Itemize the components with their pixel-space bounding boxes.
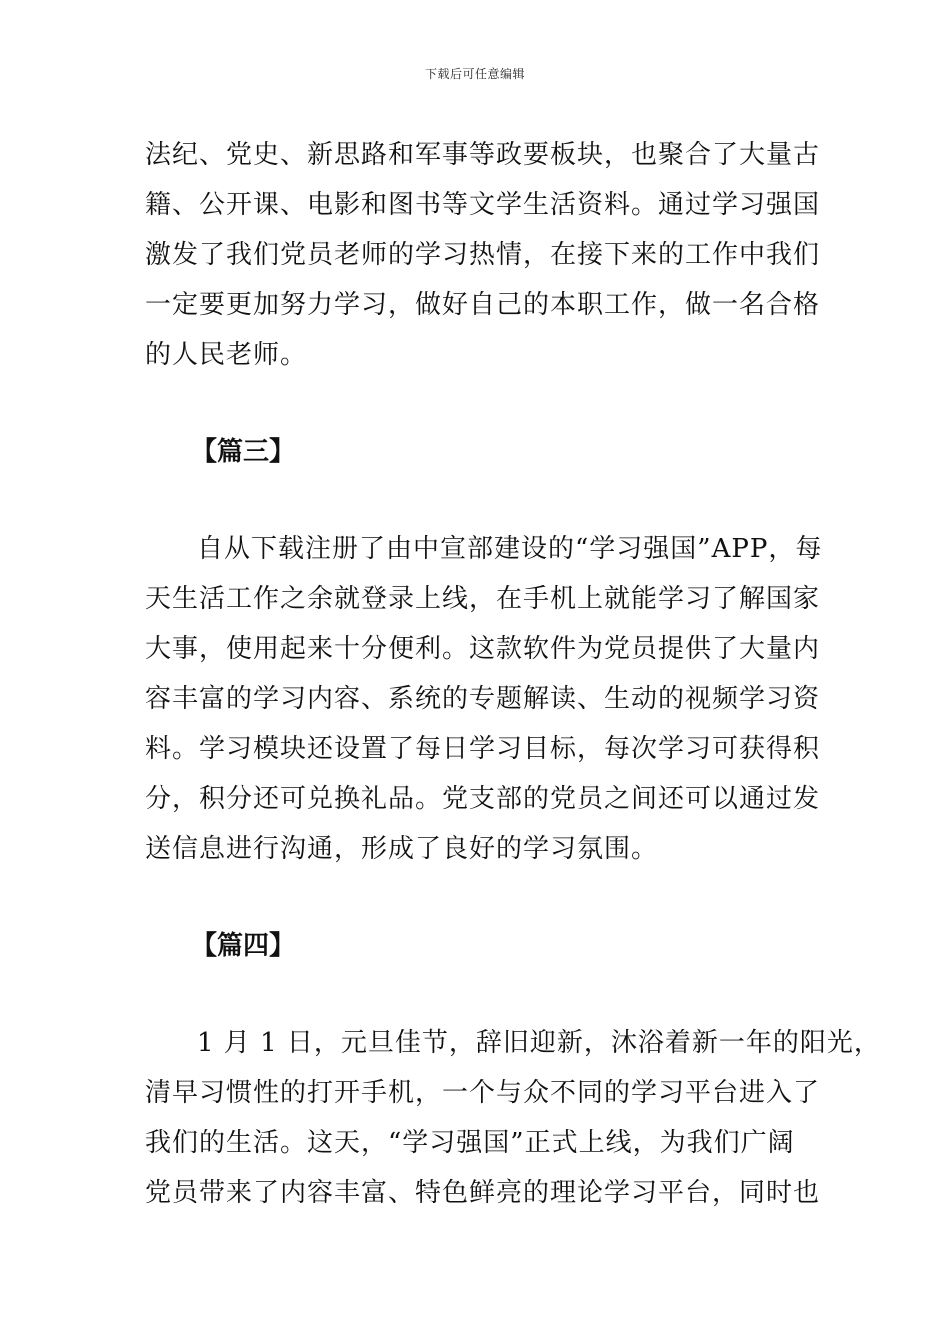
text-line: 一定要更加努力学习，做好自己的本职工作，做一名合格	[145, 290, 821, 320]
text-line: 天生活工作之余就登录上线，在手机上就能学习了解国家	[145, 584, 821, 614]
paragraph-section-3	[145, 524, 830, 874]
text-line: 清早习惯性的打开手机，一个与众不同的学习平台进入了	[145, 1078, 821, 1108]
text-line: 容丰富的学习内容、系统的专题解读、生动的视频学习资	[145, 684, 821, 714]
text-line: 大事，使用起来十分便利。这款软件为党员提供了大量内	[145, 634, 821, 664]
section-heading-3: 【篇三】	[191, 437, 296, 467]
text-line: 1 月 1 日，元旦佳节，辞旧迎新，沐浴着新一年的阳光，	[197, 1028, 881, 1058]
paragraph-section-4	[145, 1018, 881, 1218]
section-heading-4: 【篇四】	[191, 931, 296, 961]
text-line: 的人民老师。	[145, 340, 308, 370]
text-line: 我们的生活。这天，“学习强国”正式上线，为我们广阔	[145, 1128, 795, 1158]
spacer	[145, 971, 830, 1018]
text-line: 激发了我们党员老师的学习热情，在接下来的工作中我们	[145, 240, 821, 270]
spacer	[145, 874, 830, 921]
spacer	[145, 477, 830, 524]
text-line: 自从下载注册了由中宣部建设的“学习强国”APP，每	[197, 534, 823, 564]
text-line: 法纪、党史、新思路和军事等政要板块，也聚合了大量古	[145, 140, 821, 170]
text-line: 分，积分还可兑换礼品。党支部的党员之间还可以通过发	[145, 784, 821, 814]
header-note: 下载后可任意编辑	[424, 67, 525, 81]
paragraph-continued	[145, 130, 830, 380]
text-line: 籍、公开课、电影和图书等文学生活资料。通过学习强国	[145, 190, 821, 220]
document-body	[145, 130, 881, 1218]
text-line: 料。学习模块还设置了每日学习目标，每次学习可获得积	[145, 734, 821, 764]
text-line: 送信息进行沟通，形成了良好的学习氛围。	[145, 834, 659, 864]
text-line: 党员带来了内容丰富、特色鲜亮的理论学习平台，同时也	[145, 1178, 821, 1208]
spacer	[145, 380, 830, 427]
